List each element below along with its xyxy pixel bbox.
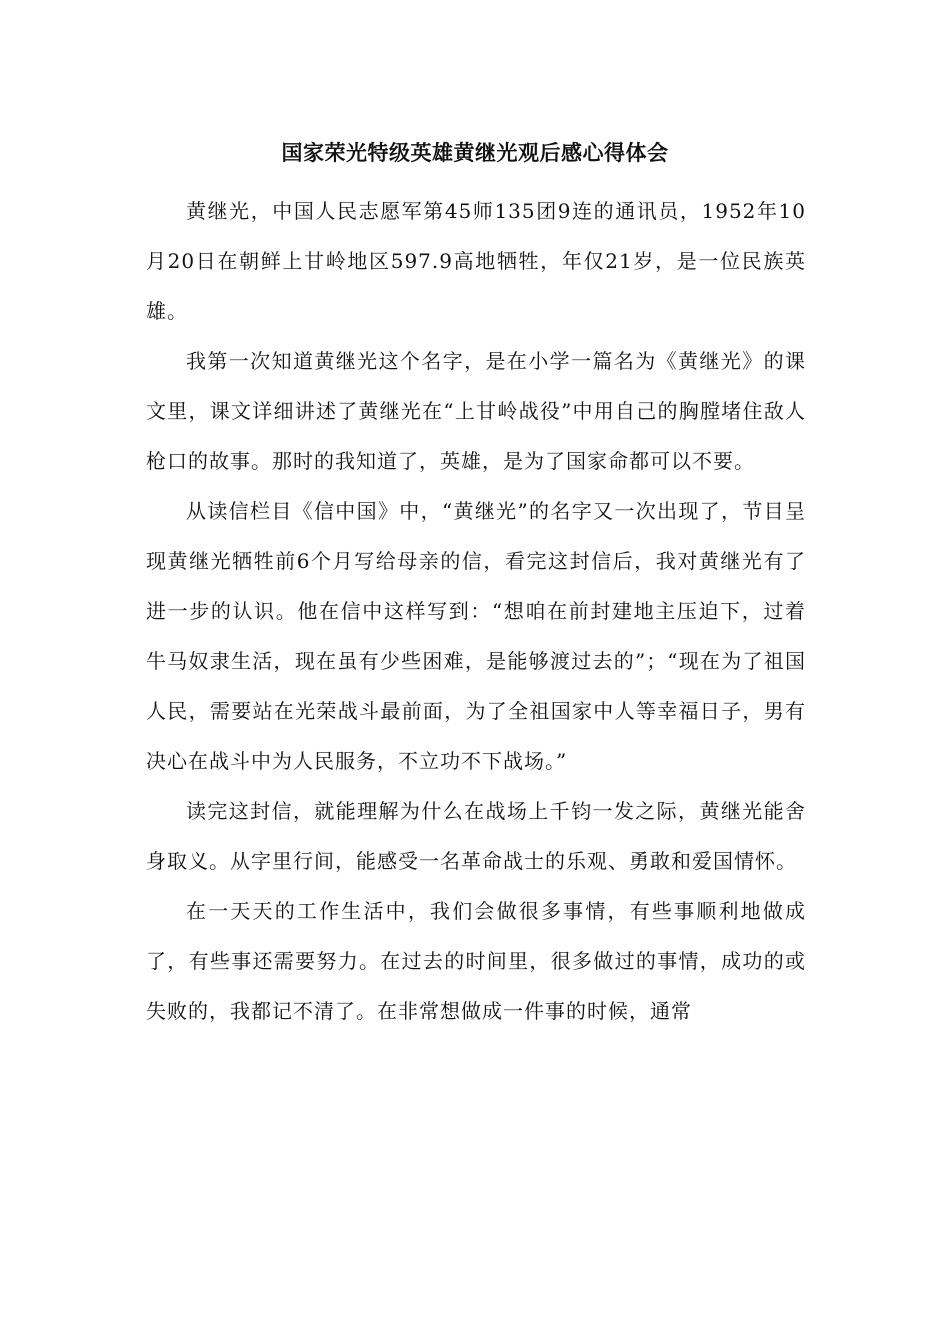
- paragraph-4: 读完这封信，就能理解为什么在战场上千钧一发之际，黄继光能舍身取义。从字里行间，能感受一名革命战士的乐观、勇敢和爱国情怀。: [146, 799, 806, 873]
- paragraph-3: 从读信栏目《信中国》中，“黄继光”的名字又一次出现了，节目呈现黄继光牺牲前6个月写给母亲的信，看完这封信后，我对黄继光有了进一步的认识。他在信中这样写到：“想咱在前封建地主压迫下，过着牛马奴隶生活，现在虽有少些困难，是能够渡过去的”；“现在为了祖国人民，需要站在光荣战斗最前面，为了全祖国家中人等幸福日子，男有决心在战斗中为人民服务，不立功不下战场。”: [146, 499, 806, 773]
- document-body: [146, 186, 806, 1036]
- paragraph-1: 黄继光，中国人民志愿军第45师135团9连的通讯员，1952年10月20日在朝鲜上甘岭地区597.9高地牺牲，年仅21岁，是一位民族英雄。: [146, 199, 806, 323]
- paragraph-2: 我第一次知道黄继光这个名字，是在小学一篇名为《黄继光》的课文里，课文详细讲述了黄继光在“上甘岭战役”中用自己的胸膛堵住敌人枪口的故事。那时的我知道了，英雄，是为了国家命都可以不要。: [146, 349, 806, 473]
- paragraph-5: 在一天天的工作生活中，我们会做很多事情，有些事顺利地做成了，有些事还需要努力。在过去的时间里，很多做过的事情，成功的或失败的，我都记不清了。在非常想做成一件事的时候，通常: [146, 899, 806, 1023]
- document-title: 国家荣光特级英雄黄继光观后感心得体会: [281, 140, 669, 165]
